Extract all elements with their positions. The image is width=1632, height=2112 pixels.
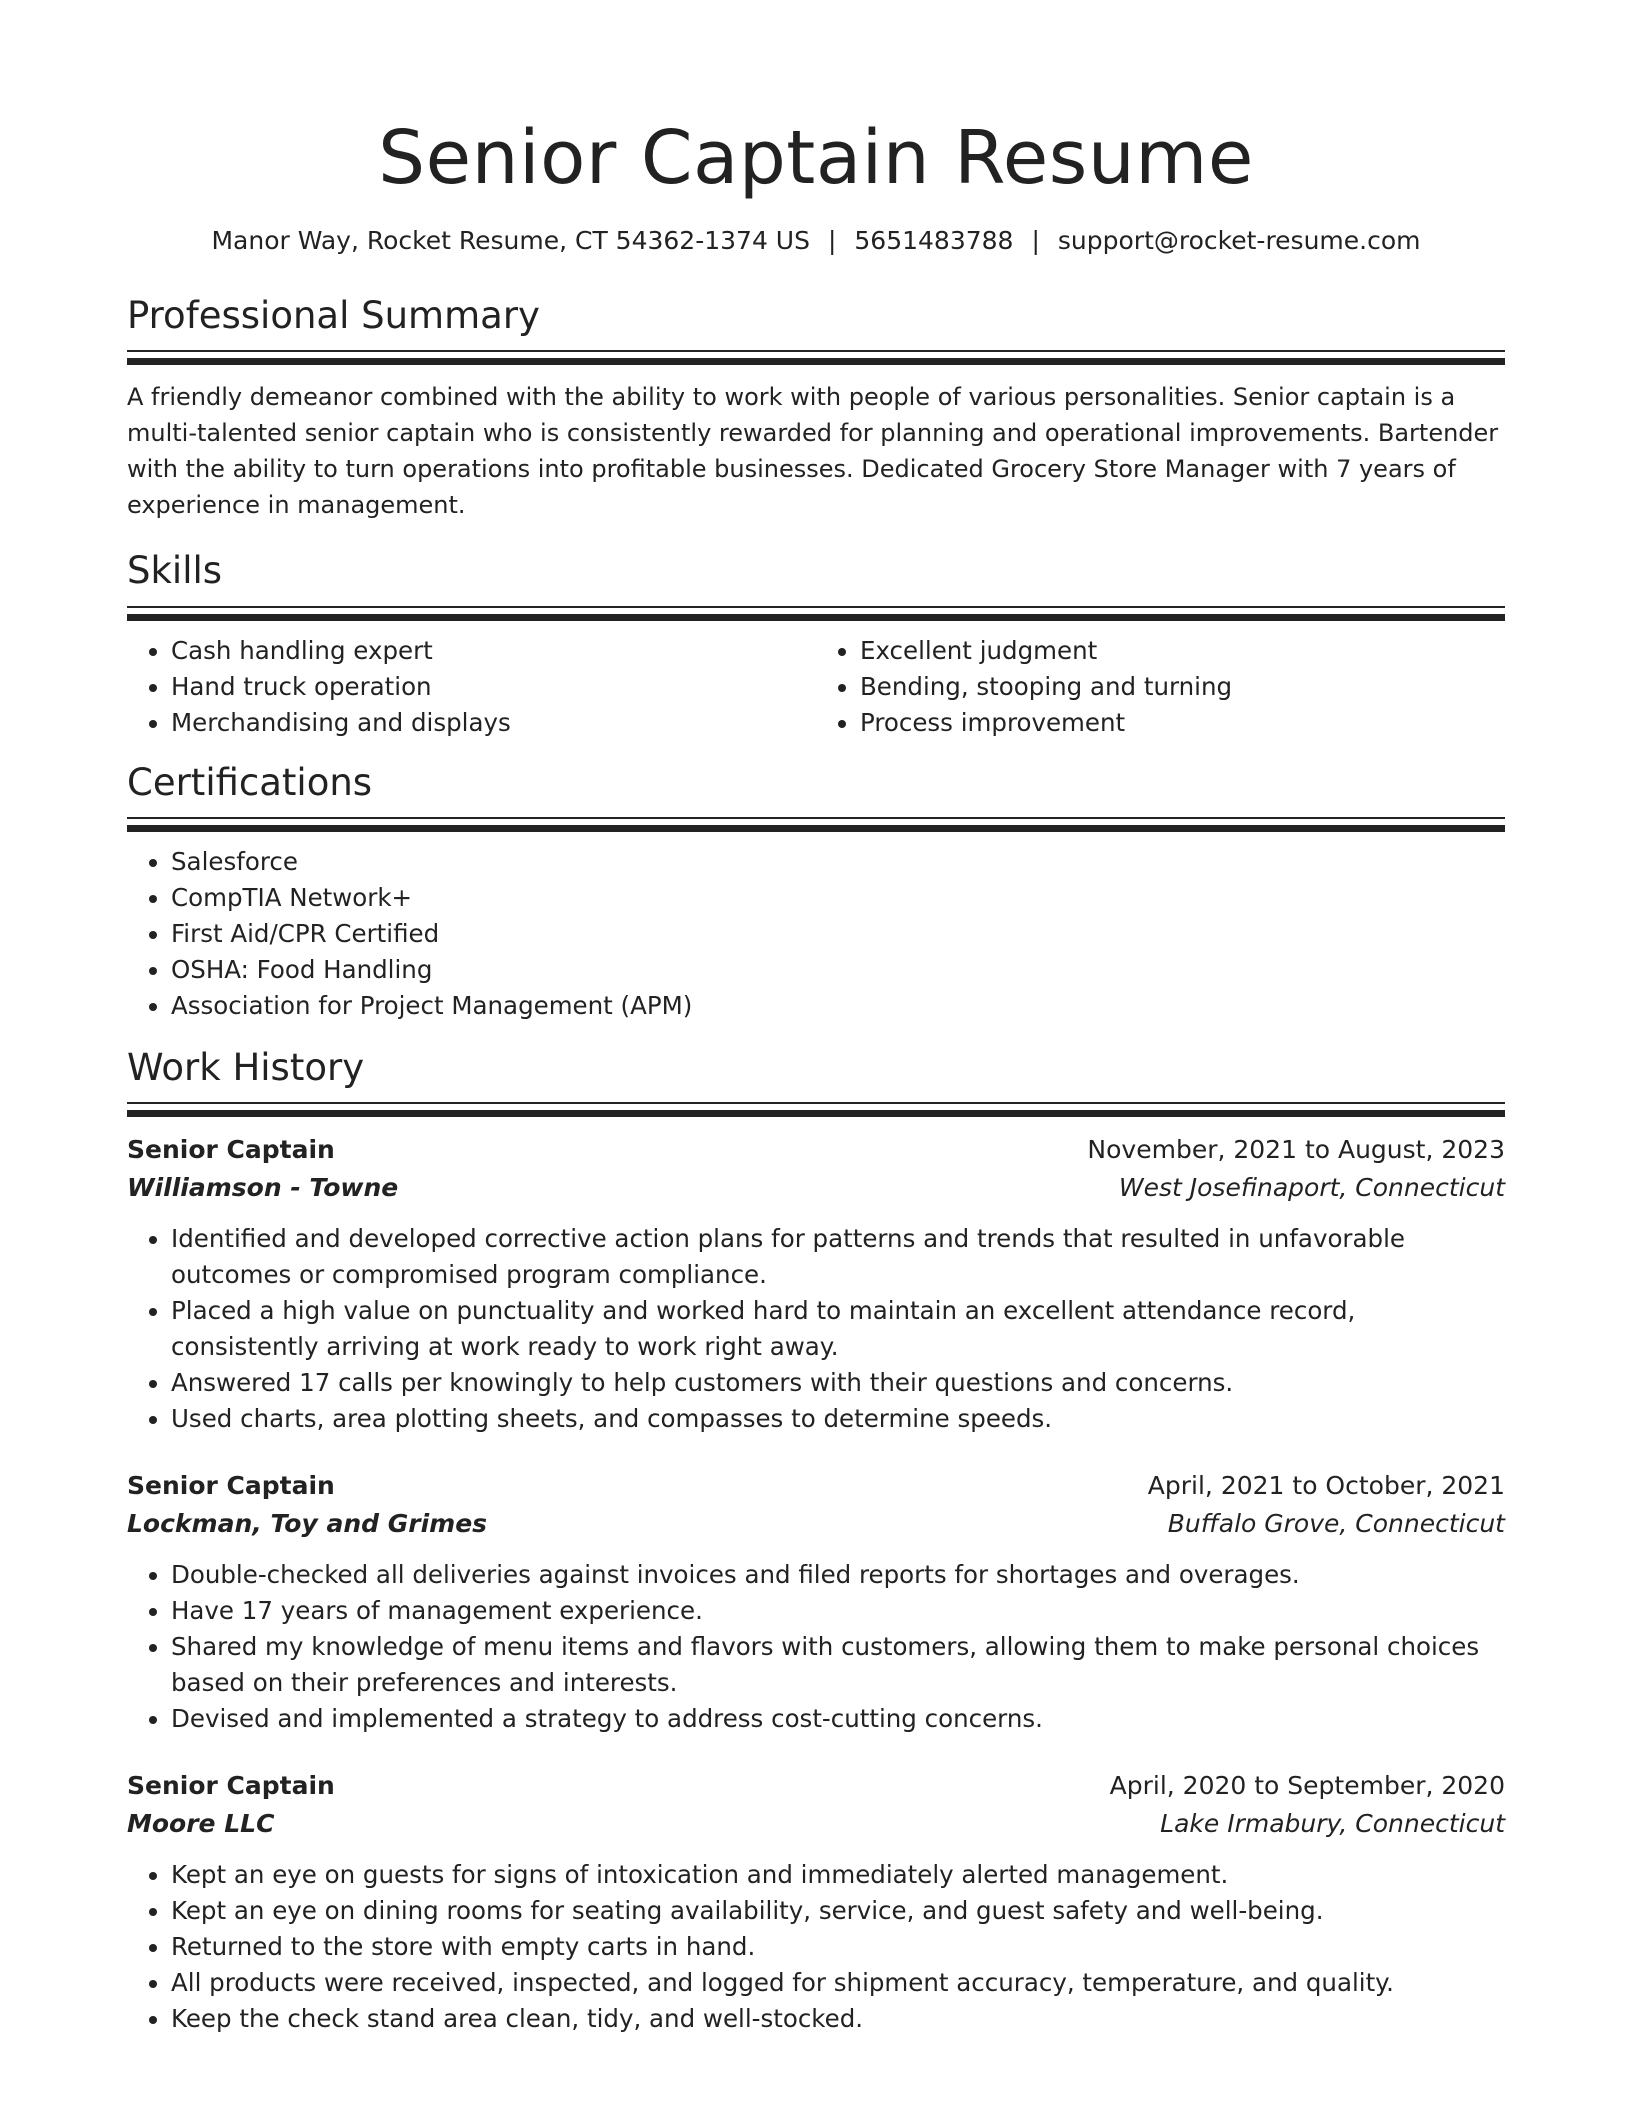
skill-item: • Merchandising and displays <box>171 705 816 741</box>
section-heading-skills: Skills <box>127 549 223 593</box>
job-company: Lockman, Toy and Grimes <box>127 1509 488 1539</box>
skill-item: • Bending, stooping and turning <box>860 669 1505 705</box>
job-bullet: • All products were received, inspected, and logged for shipment accuracy, temperature, and quality. <box>171 1965 1505 2001</box>
certification-item: • First Aid/CPR Certified <box>171 916 1505 952</box>
skills-list-right <box>816 633 1505 741</box>
job-bullet: • Answered 17 calls per knowingly to help customers with their questions and concerns. <box>171 1365 1505 1401</box>
section-heading-summary: Professional Summary <box>127 293 540 337</box>
certification-item: • CompTIA Network+ <box>171 880 1505 916</box>
job-subheader-row <box>127 1505 1505 1543</box>
job-header-row <box>127 1131 1505 1169</box>
job-subheader-row <box>127 1169 1505 1207</box>
section-rule-thick <box>127 614 1505 621</box>
section-rule <box>127 1102 1505 1104</box>
section-rule <box>127 817 1505 819</box>
job-entry <box>127 1131 1505 1437</box>
certification-item: • Salesforce <box>171 844 1505 880</box>
job-header-row <box>127 1467 1505 1505</box>
job-bullets <box>127 1221 1505 1437</box>
resume-title: Senior Captain Resume <box>378 115 1254 201</box>
certifications-list <box>127 844 1505 1024</box>
job-entry <box>127 1767 1505 2037</box>
job-dates: November, 2021 to August, 2023 <box>1087 1135 1505 1165</box>
skills-grid <box>127 633 1505 741</box>
job-location: Lake Irmabury, Connecticut <box>1160 1809 1505 1839</box>
summary-section <box>127 294 1505 523</box>
section-heading-work-history: Work History <box>127 1046 365 1090</box>
job-entry <box>127 1467 1505 1737</box>
section-rule-thick <box>127 358 1505 365</box>
job-title: Senior Captain <box>127 1135 335 1165</box>
job-subheader-row <box>127 1805 1505 1843</box>
job-bullet: • Identified and developed corrective action plans for patterns and trends that resulted in unfavorable outcomes or compromised program compliance. <box>171 1221 1505 1293</box>
section-rule-thick <box>127 1110 1505 1117</box>
skill-item: • Hand truck operation <box>171 669 816 705</box>
job-bullet: • Placed a high value on punctuality and worked hard to maintain an excellent attendance record, consistently arriving at work ready to work right away. <box>171 1293 1505 1365</box>
contact-phone: 5651483788 <box>854 226 1014 256</box>
job-location: West Josefinaport, Connecticut <box>1118 1173 1505 1203</box>
job-location: Buffalo Grove, Connecticut <box>1167 1509 1505 1539</box>
section-rule-thick <box>127 825 1505 832</box>
job-bullet: • Kept an eye on dining rooms for seating availability, service, and guest safety and well-being. <box>171 1893 1505 1929</box>
job-bullet: • Have 17 years of management experience. <box>171 1593 1505 1629</box>
skill-item: • Process improvement <box>860 705 1505 741</box>
job-bullet: • Shared my knowledge of menu items and flavors with customers, allowing them to make personal choices based on their preferences and interests. <box>171 1629 1505 1701</box>
contact-address: Manor Way, Rocket Resume, CT 54362-1374 US <box>211 226 810 256</box>
skill-item: • Cash handling expert <box>171 633 816 669</box>
job-company: Williamson - Towne <box>127 1173 399 1203</box>
contact-email: support@rocket-resume.com <box>1057 226 1421 256</box>
job-bullet: • Kept an eye on guests for signs of intoxication and immediately alerted management. <box>171 1857 1505 1893</box>
skill-item: • Excellent judgment <box>860 633 1505 669</box>
job-bullet: • Returned to the store with empty carts in hand. <box>171 1929 1505 1965</box>
job-bullet: • Double-checked all deliveries against invoices and filed reports for shortages and overages. <box>171 1557 1505 1593</box>
summary-text: A friendly demeanor combined with the ability to work with people of various personalities. Senior captain is a multi-talented senior captain who is consistently rewarded for planning and operational improvements. Bartender with the ability to turn operations into profitable businesses. Dedicated Grocery Store Manager with 7 years of experience in management. <box>127 383 1499 520</box>
section-rule <box>127 606 1505 608</box>
section-rule <box>127 350 1505 352</box>
skills-section <box>127 549 1505 740</box>
job-bullet: • Keep the check stand area clean, tidy, and well-stocked. <box>171 2001 1505 2037</box>
job-bullets <box>127 1857 1505 2037</box>
skills-list-left <box>127 633 816 741</box>
certifications-section <box>127 761 1505 1024</box>
contact-separator: | <box>827 226 837 256</box>
job-bullet: • Used charts, area plotting sheets, and compasses to determine speeds. <box>171 1401 1505 1437</box>
job-title: Senior Captain <box>127 1471 335 1501</box>
certification-item: • OSHA: Food Handling <box>171 952 1505 988</box>
contact-separator: | <box>1031 226 1040 256</box>
contact-line <box>127 225 1505 258</box>
job-title: Senior Captain <box>127 1771 335 1801</box>
job-header-row <box>127 1767 1505 1805</box>
job-company: Moore LLC <box>127 1809 275 1839</box>
work-history-section <box>127 1046 1505 2037</box>
section-heading-certifications: Certifications <box>127 760 373 804</box>
certification-item: • Association for Project Management (APM) <box>171 988 1505 1024</box>
job-bullets <box>127 1557 1505 1737</box>
job-bullet: • Devised and implemented a strategy to address cost-cutting concerns. <box>171 1701 1505 1737</box>
job-dates: April, 2020 to September, 2020 <box>1109 1771 1505 1801</box>
job-dates: April, 2021 to October, 2021 <box>1147 1471 1505 1501</box>
